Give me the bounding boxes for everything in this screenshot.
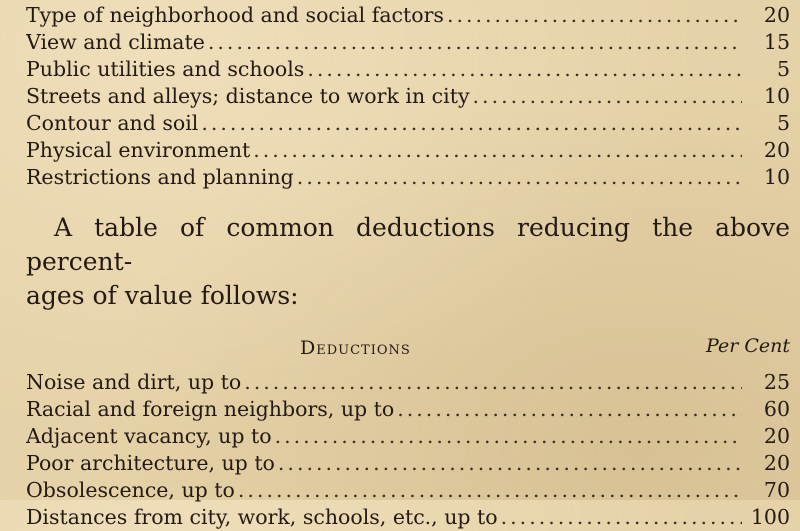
factor-row [26, 56, 790, 83]
deduction-value: 25 [763, 370, 790, 394]
dot-leader [275, 423, 742, 450]
deduction-label: Obsolescence, up to [26, 478, 235, 502]
factor-label: Contour and soil [26, 111, 199, 135]
factors-table [26, 2, 790, 191]
dot-leader [201, 110, 742, 137]
dot-leader [473, 83, 742, 110]
paragraph-line [26, 211, 790, 279]
factor-label: Type of neighborhood and social factors [26, 3, 444, 27]
factor-row [26, 2, 790, 29]
paragraph-line [26, 279, 790, 313]
factor-value: 5 [776, 111, 790, 135]
paragraph-line-1: A table of common deductions reducing the above percent- [26, 213, 790, 276]
deduction-row [26, 423, 790, 450]
deduction-row [26, 396, 790, 423]
dot-leader [244, 369, 742, 396]
dot-leader [297, 164, 742, 191]
deduction-row [26, 369, 790, 396]
factor-label: Physical environment [26, 138, 251, 162]
dot-leader [501, 504, 742, 531]
deduction-value: 20 [763, 424, 790, 448]
dot-leader [253, 137, 742, 164]
factor-label: Restrictions and planning [26, 165, 294, 189]
deduction-value: 70 [763, 478, 790, 502]
deduction-label: Racial and foreign neighbors, up to [26, 397, 395, 421]
factor-value: 10 [763, 165, 790, 189]
body-paragraph [26, 211, 790, 313]
factor-row [26, 164, 790, 191]
per-cent-heading: Per Cent [706, 335, 790, 357]
deduction-value: 100 [750, 505, 790, 529]
factor-row [26, 137, 790, 164]
deduction-label: Noise and dirt, up to [26, 370, 242, 394]
factor-label: View and climate [26, 30, 205, 54]
deduction-value: 20 [763, 451, 790, 475]
deduction-row [26, 450, 790, 477]
deduction-label: Distances from city, work, schools, etc., up to [26, 505, 498, 529]
paragraph-line-2: ages of value follows: [26, 281, 299, 310]
deduction-label: Poor architecture, up to [26, 451, 275, 475]
dot-leader [278, 450, 742, 477]
deduction-value: 60 [763, 397, 790, 421]
dot-leader [447, 2, 742, 29]
dot-leader [208, 29, 742, 56]
factor-label: Public utilities and schools [26, 57, 305, 81]
factor-value: 5 [776, 57, 790, 81]
deduction-row [26, 504, 790, 531]
deduction-label: Adjacent vacancy, up to [26, 424, 272, 448]
deductions-table [26, 369, 790, 531]
factor-value: 20 [763, 138, 790, 162]
factor-row [26, 83, 790, 110]
factor-value: 10 [763, 84, 790, 108]
factor-value: 15 [763, 30, 790, 54]
factor-row [26, 110, 790, 137]
dot-leader [307, 56, 742, 83]
deductions-title: Deductions [300, 337, 411, 359]
dot-leader [397, 396, 742, 423]
document-page [26, 0, 790, 529]
factor-value: 20 [763, 3, 790, 27]
factor-row [26, 29, 790, 56]
factor-label: Streets and alleys; distance to work in city [26, 84, 470, 108]
deductions-header [26, 333, 790, 361]
